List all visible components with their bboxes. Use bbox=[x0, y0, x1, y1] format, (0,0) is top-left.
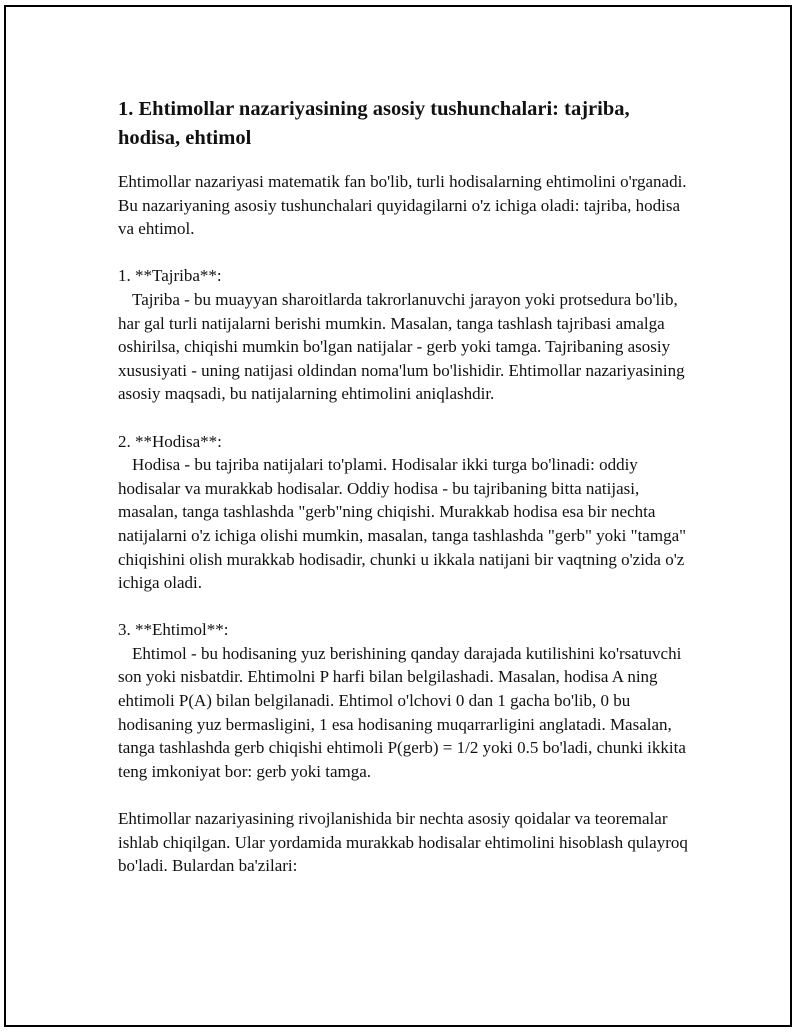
section-heading-tajriba: 1. **Tajriba**: bbox=[118, 266, 222, 286]
section-body-tajriba: Tajriba - bu muayyan sharoitlarda takrorlanuvchi jarayon yoki protsedura bo'lib, har gal turli natijalarni berishi mumkin. Masalan, tanga tashlash tajribasi amalga oshirilsa, chiqishi mumkin bo'lgan natijalar - gerb yoki tamga. Tajribaning asosiy xususiyati - uning natijasi oldindan noma'lum bo'lishidir. Ehtimollar nazariyasining asosiy maqsadi, bu natijalarning ehtimolini aniqlashdir. bbox=[118, 289, 685, 404]
closing-paragraph: Ehtimollar nazariyasining rivojlanishida bir nechta asosiy qoidalar va teoremalar ishlab chiqilgan. Ular yordamida murakkab hodisalar ehtimolini hisoblash qulayroq bo'ladi. Bulardan ba'zilari: bbox=[118, 809, 688, 876]
section-body-hodisa: Hodisa - bu tajriba natijalari to'plami. Hodisalar ikki turga bo'linadi: oddiy hodisalar va murakkab hodisalar. Oddiy hodisa - bu tajribaning bitta natijasi, masalan, tanga tashlashda "gerb"ning chiqishi. Murakkab hodisa esa bir nechta natijalarni o'z ichiga olishi mumkin, masalan, tanga tashlashda "gerb" yoki "tamga" chiqishini olish murakkab hodisadir, chunki u ikkala natijani bir vaqtning o'zida o'z ichiga oladi. bbox=[118, 455, 687, 593]
intro-paragraph: Ehtimollar nazariyasi matematik fan bo'lib, turli hodisalarning ehtimolini o'rganadi. Bu nazariyaning asosiy tushunchalari quyidagilarni o'z ichiga oladi: tajriba, hodisa va ehtimol. bbox=[118, 172, 687, 239]
section-body-ehtimol: Ehtimol - bu hodisaning yuz berishining qanday darajada kutilishini ko'rsatuvchi son yoki nisbatdir. Ehtimolni P harfi bilan belgilashadi. Masalan, hodisa A ning ehtimoli P(A) bilan belgilanadi. Ehtimol o'lchovi 0 dan 1 gacha bo'lib, 0 bu hodisaning yuz bermasligini, 1 esa hodisaning muqarrarligini anglatadi. Masalan, tanga tashlashda gerb chiqishi ehtimoli P(gerb) = 1/2 yoki 0.5 bo'ladi, chunki ikkita teng imkoniyat bor: gerb yoki tamga. bbox=[118, 643, 686, 781]
document-title: 1. Ehtimollar nazariyasining asosiy tushunchalari: tajriba, hodisa, ehtimol bbox=[118, 98, 630, 149]
spacer bbox=[118, 783, 688, 807]
spacer bbox=[118, 241, 688, 265]
spacer bbox=[118, 406, 688, 430]
section-heading-hodisa: 2. **Hodisa**: bbox=[118, 431, 222, 451]
section-heading-ehtimol: 3. **Ehtimol**: bbox=[118, 620, 229, 640]
document-content bbox=[118, 95, 688, 878]
spacer bbox=[118, 595, 688, 619]
